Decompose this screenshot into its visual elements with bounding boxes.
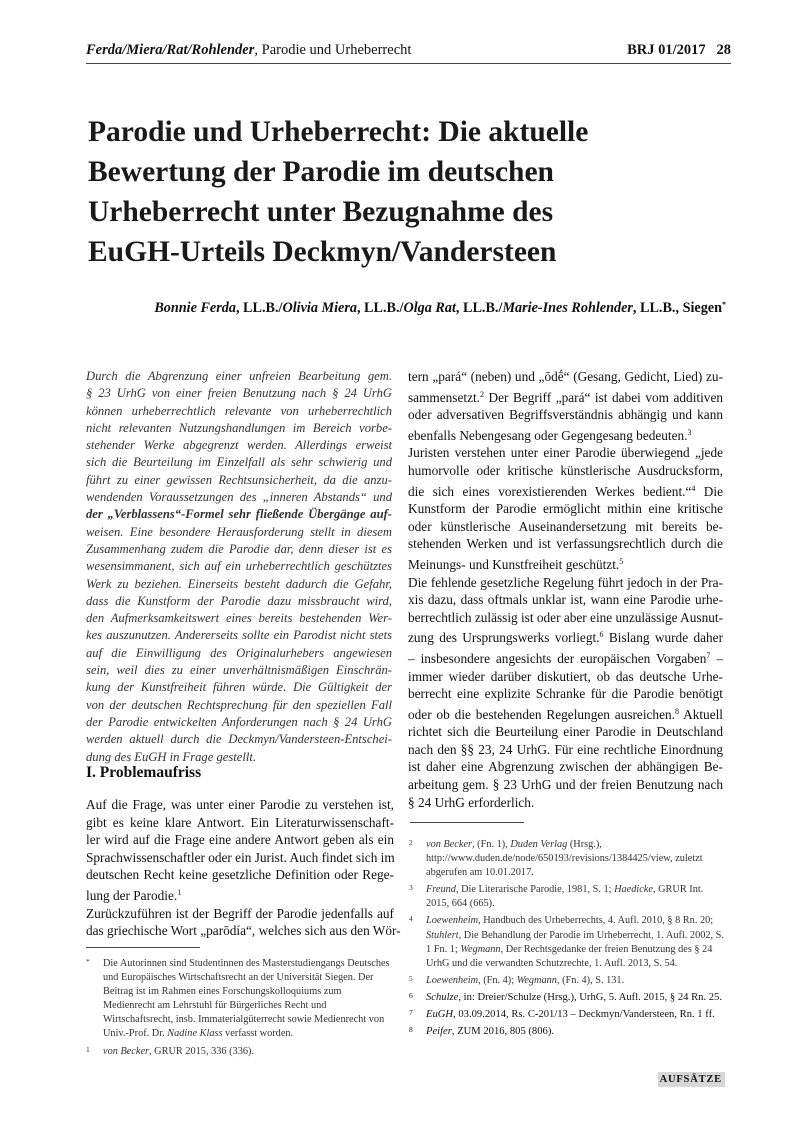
body-line — [86, 905, 394, 923]
text-run: gibt es keine klare Antwort. Ein Literaturwissenschaft- — [86, 814, 394, 830]
text-run: ebenfalls Nebengesang oder Gegengesang bedeuten. — [408, 427, 688, 443]
footnote — [409, 914, 724, 970]
body-line — [86, 922, 401, 940]
body-text-left-column — [86, 796, 401, 940]
body-line — [408, 723, 723, 741]
author-degree: , LL.B., Siegen — [632, 300, 722, 316]
title-line: Urheberrecht unter Bezugnahme des — [88, 196, 554, 228]
body-text-right-column — [408, 368, 723, 811]
footnote-number: 5 — [409, 973, 413, 983]
text-run: ler wird auf die Frage eine andere Antwort geben als ein — [86, 832, 394, 848]
footnote-number: 1 — [86, 1044, 90, 1054]
author-degree: , LL.B./ — [455, 300, 503, 316]
footnote-reference: 8 — [674, 706, 679, 716]
footnote-reference: 1 — [177, 887, 182, 897]
body-line — [408, 500, 723, 518]
abstract-line: sein, weil dies zu einer unverhältnismäßigen Einschrän- — [86, 663, 392, 678]
header-authors: Ferda/Miera/Rat/Rohlender — [86, 42, 255, 58]
footnote-number: 3 — [409, 883, 413, 893]
abstract-line: kes auszunutzen. Andererseits sollte ein Parodist nicht stets — [86, 628, 392, 643]
footnote-text: verfasst worden. — [222, 1028, 294, 1040]
header-rule — [86, 63, 731, 64]
footnote-reference: 3 — [687, 427, 692, 437]
author-name: Olivia Miera — [282, 300, 357, 316]
journal-issue: BRJ 01/2017 — [627, 42, 706, 58]
footnote — [409, 883, 724, 911]
cited-author: Haedicke — [614, 884, 653, 896]
abstract — [86, 368, 392, 766]
author-byline — [100, 300, 726, 317]
text-run: Bislang wurde daher — [603, 630, 723, 646]
header-right — [627, 42, 731, 59]
body-line — [408, 741, 723, 759]
text-run: xis dazu, dass oftmals unklar ist, wann eine Parodie urhe- — [408, 592, 723, 608]
footnote-text: , GRUR Int. 2015, 664 (665). — [426, 884, 704, 910]
article-title — [88, 112, 728, 272]
cited-author: Schulze — [426, 991, 459, 1003]
text-run: berrechtlich zulässig ist oder aber eine unzulässige Ausnut- — [408, 609, 723, 625]
body-line — [408, 368, 723, 386]
text-run: lung der Parodie. — [86, 887, 178, 903]
abstract-line: Durch die Abgrenzung einer unfreien Bearbeitung gem. — [86, 369, 392, 383]
footnote-number: 2 — [409, 838, 413, 847]
text-run: Aktuell — [678, 706, 723, 722]
cited-author: Loewenheim — [426, 974, 479, 986]
footnote-rule — [86, 947, 200, 948]
footnote-text: , Handbuch des Urheberrechts, 4. Aufl. 2010, § 8 Rn. 20; — [478, 915, 714, 927]
text-run: § 24 UrhG erforderlich. — [408, 794, 535, 810]
text-run: richtet sich die Beurteilung einer Parodie in Deutschland — [408, 724, 723, 740]
text-run: berrecht eine explizite Schranke für die Parodie benötigt — [408, 686, 723, 702]
body-line — [408, 591, 723, 609]
text-run: zung des Ursprungswerks vorliegt. — [408, 630, 600, 646]
text-run: humorvolle oder kritische künstlerische Ausdrucksform, — [408, 462, 723, 478]
abstract-line: wendenden Voraussetzungen des „inneren Abstands“ und — [86, 490, 392, 505]
body-line — [408, 685, 723, 703]
text-run: sammensetzt. — [408, 389, 481, 405]
cited-author: Duden Verlag — [510, 839, 568, 850]
footnote-text: , (Fn. 4); — [478, 974, 517, 986]
footnote-reference: 4 — [691, 483, 696, 493]
author-name: Marie-Ines Rohlender — [502, 300, 633, 316]
body-line — [408, 794, 723, 812]
footnote-text: , in: Dreier/Schulze (Hrsg.), UrhG, 5. Aufl. 2015, § 24 Rn. 25. — [458, 991, 723, 1003]
body-line — [86, 866, 394, 884]
abstract-line: können urheberrechtlich relevante von urheberrechtlich — [86, 403, 392, 418]
cited-author: EuGH — [426, 1009, 454, 1021]
author-name: Olga Rat — [403, 300, 456, 316]
text-run: Der Begriff „pará“ ist dabei vom additiven — [484, 389, 723, 405]
body-line — [408, 406, 723, 424]
abstract-line: kung der Kunstfreiheit führen würde. Die Gültigkeit der — [86, 680, 392, 695]
footnote-number: 6 — [409, 990, 413, 1000]
author-degree: , LL.B./ — [356, 300, 404, 316]
text-run: deutschen Recht keine gesetzliche Definition oder Rege- — [86, 867, 394, 883]
abstract-line: Werk zu beziehen. Einerseits besteht dadurch die Gefahr, — [86, 576, 392, 591]
cited-author: Freund — [426, 884, 456, 896]
footnote-number: * — [86, 957, 90, 966]
body-line — [408, 553, 723, 574]
body-line — [408, 535, 723, 553]
body-line — [408, 609, 723, 627]
body-line — [408, 386, 723, 407]
body-line — [408, 776, 723, 794]
header-topic: , Parodie und Urheberrecht — [254, 42, 412, 58]
footnote-text: , (Fn. 1), — [472, 839, 511, 850]
footnote — [409, 1008, 724, 1022]
footnote-text: , Die Behandlung der Parodie im Urheberrecht, 1. Aufl. 2002, S. 1 Fn. 1; — [426, 929, 724, 955]
footnote-number: 7 — [409, 1008, 413, 1018]
footnote-text: , Der Rechtsgedanke der freien Benutzung des § 24 UrhG und die verwandten Schutzrechte, 1. Aufl. 2013, S. 54. — [426, 943, 713, 969]
footnote-text: Die Autorinnen sind Studentinnen des Masterstudiengangs Deutsches und Europäisches Wirtschaftsrecht an der Universität Siegen. Der Beitrag ist im Rahmen eines Forschungskolloquiums zum Medienrecht am Lehrstuhl für Bürgerliches Recht und Wirtschaftsrecht, insb. Immaterialgüterrecht sowie Medienrecht von Univ.-Prof. Dr. — [103, 958, 390, 1040]
author-degree: , LL.B./ — [235, 300, 283, 316]
text-run: Sprachwissenschaftler oder ein Jurist. Auch findet sich im — [86, 849, 395, 865]
text-run: oder künstlerische Auseinandersetzung mit bereits be- — [408, 518, 723, 534]
body-line — [408, 462, 723, 480]
body-line — [408, 758, 723, 776]
text-run: Auf die Frage, was unter einer Parodie zu verstehen ist, — [86, 797, 394, 812]
footnote-text: , 03.09.2014, Rs. C-201/13 – Deckmyn/Vandersteen, Rn. 1 ff. — [453, 1009, 715, 1021]
abstract-line: werden aktuell durch die Deckmyn/Vandersteen-Entschei- — [86, 732, 392, 747]
text-run: immer wieder darüber diskutiert, ob das deutsche Urhe- — [408, 668, 723, 684]
abstract-line: führt zu einer gewissen Rechtsunsicherheit, da die anzu- — [86, 472, 392, 487]
text-run: die sich eines vorexistierenden Werkes bedient.“ — [408, 483, 692, 499]
running-header — [86, 42, 731, 64]
cited-author: Wegmann — [516, 974, 557, 986]
text-run: tern „pará“ (neben) und „ōdḗ“ (Gesang, Gedicht, Lied) zu- — [408, 369, 723, 384]
text-run: Kunstform der Parodie ermöglicht mithin eine kritische — [408, 501, 723, 517]
body-line — [86, 831, 394, 849]
body-line — [86, 849, 394, 867]
footnotes-left — [86, 957, 394, 1062]
body-line — [408, 518, 723, 536]
footnote-reference: 7 — [706, 650, 711, 660]
body-line — [408, 574, 723, 592]
cited-author: Nadine Klass — [167, 1028, 223, 1040]
body-line — [408, 480, 723, 501]
abstract-line: § 23 UrhG von einer freien Benutzung nach § 24 UrhG — [86, 386, 392, 401]
footnote-text: , GRUR 2015, 336 (336). — [149, 1045, 255, 1057]
text-run: Die — [695, 483, 723, 499]
footnote-reference: 6 — [599, 630, 604, 640]
author-footnote-mark: * — [722, 300, 726, 309]
footnote-number: 8 — [409, 1025, 413, 1035]
text-run: Die fehlende gesetzliche Regelung führt jedoch in der Pra- — [408, 574, 723, 590]
abstract-line: dass die Kunstform der Parodie dazu missbraucht wird, — [86, 593, 392, 608]
abstract-emphasis: der „Verblassens“-Formel sehr fließende Übergänge auf- — [86, 507, 392, 522]
footnote-text: , Die Literarische Parodie, 1981, S. 1; — [455, 884, 615, 896]
body-line — [408, 626, 723, 647]
title-line: Parodie und Urheberrecht: Die aktuelle — [88, 116, 589, 148]
title-line: EuGH-Urteils Deckmyn/Vandersteen — [88, 236, 557, 268]
text-run: arbeitung gem. § 23 UrhG und der freien Benutzung nach — [408, 777, 723, 793]
page-number: 28 — [716, 42, 731, 58]
text-run: ist daher eine Abgrenzung zwischen der abhängigen Be- — [408, 759, 723, 775]
abstract-line: den Aufmerksamkeitswert eines bereits bestehenden Wer- — [86, 611, 392, 626]
body-line — [408, 424, 723, 445]
cited-author: Peifer — [426, 1026, 452, 1038]
text-run: – — [710, 650, 723, 666]
abstract-line: stehender Werke abgegrenzt werden. Allerdings erweist — [86, 438, 392, 453]
text-run: das griechische Wort „parōdía“, welches sich aus den Wör- — [86, 923, 401, 939]
section-tag: AUFSÄTZE — [658, 1072, 725, 1087]
footnote-text: , ZUM 2016, 805 (806). — [451, 1026, 554, 1038]
abstract-line: Zusammenhang zudem die Parodie dar, denn dieser ist es — [86, 541, 392, 556]
abstract-line: auf die Einwilligung des Originalurhebers angewiesen — [86, 645, 392, 660]
footnotes-right — [409, 838, 724, 1042]
footnote-text: , (Fn. 4), S. 131. — [556, 974, 625, 986]
abstract-line: sich die Beurteilung im Einzelfall als sehr schwierig und — [86, 455, 392, 470]
footnote — [409, 1025, 724, 1039]
abstract-line: weisen. Eine besondere Herausforderung stellt in diesem — [86, 524, 392, 539]
text-run: Juristen verstehen unter einer Parodie überwiegend „jede — [408, 445, 723, 461]
body-line — [86, 884, 394, 905]
text-run: oder adversativen Begriffsverständnis abhängig und kann — [408, 407, 723, 423]
abstract-line: der Parodie entwickelten Anforderungen nach § 24 UrhG — [86, 714, 392, 729]
text-run: stehenden Werken und ist verfassungsrechtlich durch die — [408, 536, 723, 552]
body-line — [408, 668, 723, 686]
section-heading: I. Problemaufriss — [86, 764, 202, 781]
abstract-line: von der deutschen Rechtsprechung für den speziellen Fall — [86, 697, 392, 712]
text-run: Meinungs- und Kunstfreiheit geschützt. — [408, 556, 620, 572]
author-name: Bonnie Ferda — [154, 300, 236, 316]
body-line — [408, 703, 723, 724]
cited-author: Stuhlert — [426, 929, 459, 941]
body-line — [86, 796, 394, 814]
header-left — [86, 42, 411, 59]
cited-author: von Becker — [426, 839, 473, 850]
footnote — [86, 957, 394, 1042]
abstract-line: dung des EuGH in Frage gestellt. — [86, 749, 256, 764]
cited-author: Loewenheim — [426, 915, 479, 927]
body-line — [408, 444, 723, 462]
abstract-line — [86, 506, 392, 523]
cited-author: von Becker — [103, 1045, 150, 1057]
abstract-line: wesensimmanent, sich auf ein urheberrechtlich geschütztes — [86, 559, 392, 574]
footnote — [409, 991, 724, 1005]
footnote-reference: 5 — [619, 556, 624, 566]
cited-author: Wegmann — [460, 943, 501, 955]
text-run: oder ob die bestehenden Regelungen ausreichen. — [408, 706, 675, 722]
footnote-rule — [410, 822, 524, 823]
footnote — [409, 974, 724, 988]
body-line — [408, 647, 723, 668]
footnote — [86, 1045, 394, 1059]
text-run: nach den §§ 23, 24 UrhG. Für eine rechtliche Einordnung — [408, 741, 723, 757]
footnote-number: 4 — [409, 914, 413, 924]
text-run: Zurückzuführen ist der Begriff der Parodie jedenfalls auf — [86, 905, 394, 921]
title-line: Bewertung der Parodie im deutschen — [88, 156, 554, 188]
body-line — [86, 814, 394, 832]
footnote — [409, 838, 724, 880]
footnote-reference: 2 — [480, 389, 485, 399]
footnote-text: (Hrsg.), http://www.duden.de/node/650193/revisions/1384425/view, zuletzt abgerufen am 10.01.2017. — [426, 839, 703, 879]
abstract-line: nicht relevanten Nutzungshandlungen im Bereich vorbe- — [86, 420, 392, 435]
text-run: – insbesondere angesichts der europäischen Vorgaben — [408, 650, 707, 666]
